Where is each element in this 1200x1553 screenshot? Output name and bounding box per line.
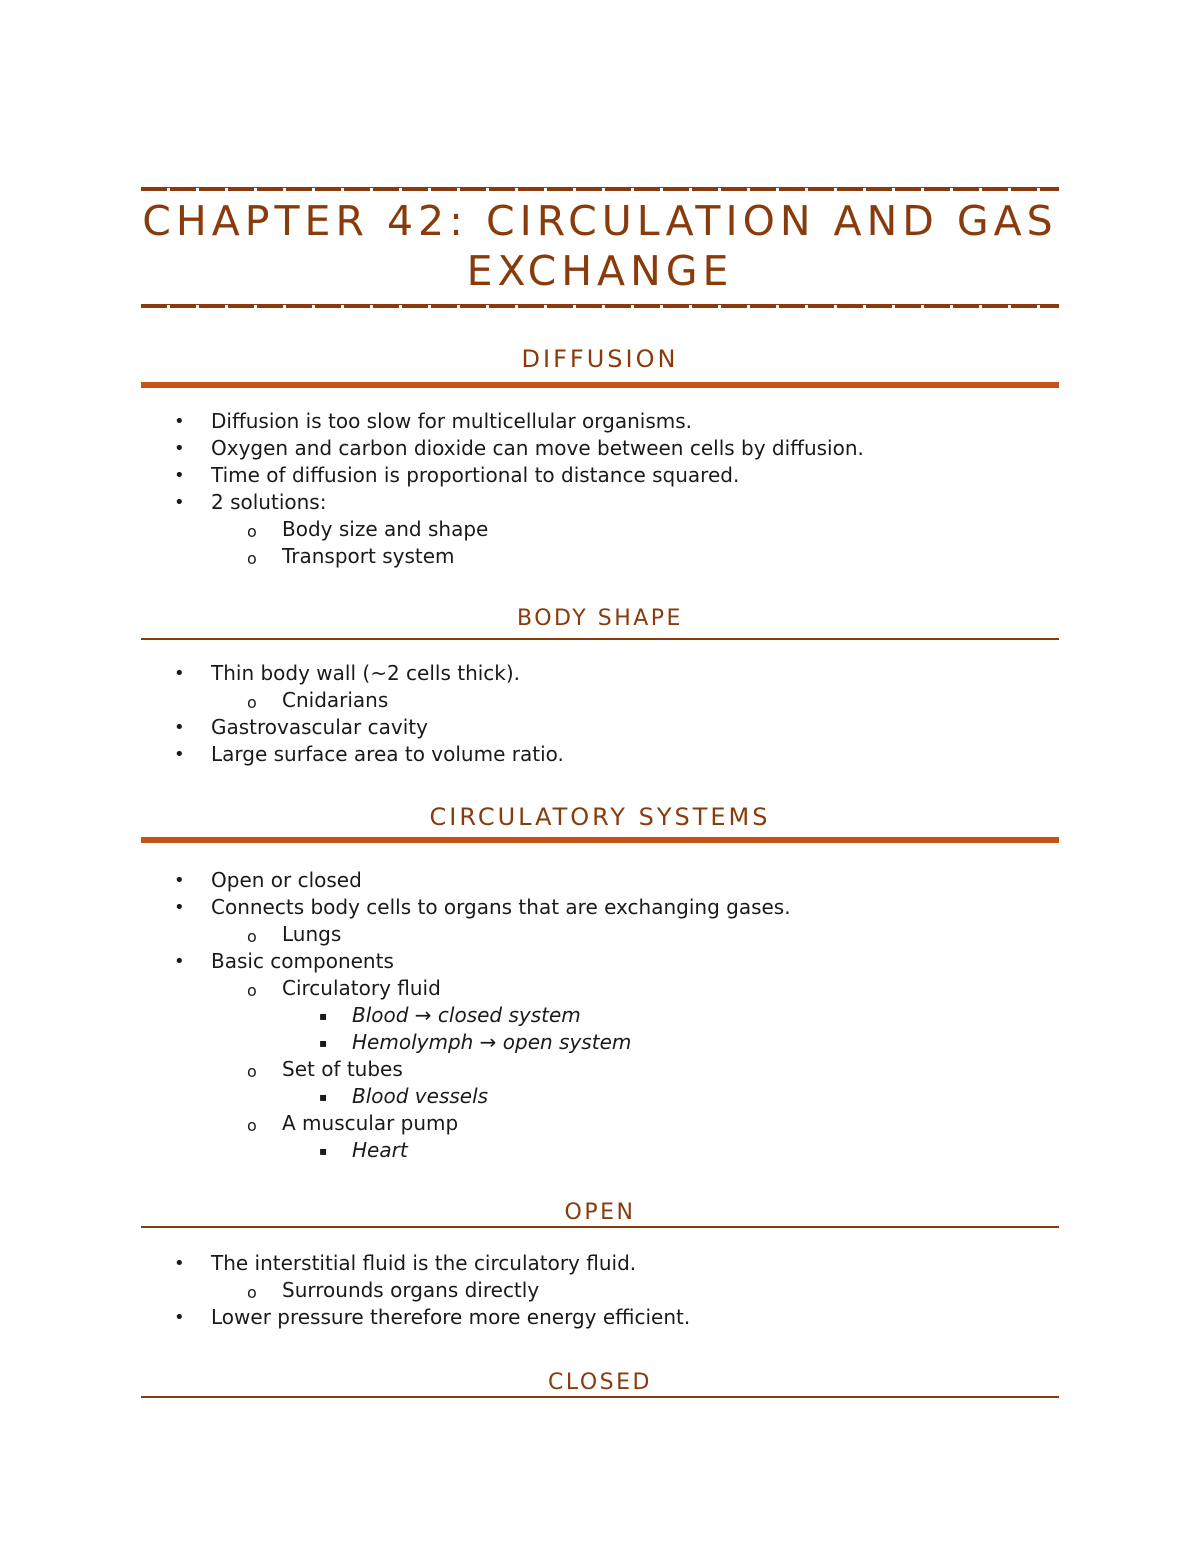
square-bullet-icon: ▪ <box>319 1036 328 1050</box>
circle-bullet-icon: o <box>247 549 257 568</box>
bullet-icon: • <box>174 951 185 972</box>
list-item: • The interstitial fluid is the circulatory fluid. <box>174 1251 637 1275</box>
list-item: • Large surface area to volume ratio. <box>174 742 564 766</box>
section-open <box>141 1198 1059 1331</box>
list-item: • Oxygen and carbon dioxide can move between cells by diffusion. <box>174 436 864 460</box>
list-item: • Thin body wall (~2 cells thick). <box>174 661 521 685</box>
list-item: o Circulatory fluid <box>141 975 1059 1002</box>
list-item: ▪ Hemolymph → open system <box>141 1029 1059 1056</box>
list-item: • Time of diffusion is proportional to distance squared. <box>174 463 740 487</box>
bullet-icon: • <box>174 870 185 891</box>
list-item: o Transport system <box>141 543 1059 570</box>
circle-bullet-icon: o <box>247 927 257 946</box>
bullet-icon: • <box>174 492 185 513</box>
list-item: • Connects body cells to organs that are exchanging gases. <box>174 895 791 919</box>
circle-bullet-icon: o <box>247 522 257 541</box>
section-body-shape <box>141 604 1059 768</box>
section-rule <box>141 382 1059 388</box>
bullet-icon: • <box>174 663 185 684</box>
list-item: • Open or closed <box>174 868 362 892</box>
list-item: ▪ Blood vessels <box>141 1083 1059 1110</box>
square-bullet-icon: ▪ <box>319 1144 328 1158</box>
list-item: o Body size and shape <box>141 516 1059 543</box>
section-heading: OPEN <box>564 1200 636 1225</box>
bullet-icon: • <box>174 1307 185 1328</box>
bullet-icon: • <box>174 1253 185 1274</box>
list-item: • Diffusion is too slow for multicellular organisms. <box>174 409 693 433</box>
section-rule <box>141 837 1059 843</box>
list-item: • 2 solutions: <box>174 490 327 514</box>
list-item: ▪ Blood → closed system <box>141 1002 1059 1029</box>
circle-bullet-icon: o <box>247 693 257 712</box>
square-bullet-icon: ▪ <box>319 1009 328 1023</box>
bullet-list <box>141 1250 1059 1331</box>
circle-bullet-icon: o <box>247 981 257 1000</box>
section-heading: BODY SHAPE <box>517 606 683 631</box>
list-item: o A muscular pump <box>141 1110 1059 1137</box>
section-heading: CIRCULATORY SYSTEMS <box>429 803 771 831</box>
title-block <box>141 187 1059 308</box>
section-rule <box>141 638 1059 640</box>
list-item: o Lungs <box>141 921 1059 948</box>
circle-bullet-icon: o <box>247 1116 257 1135</box>
bullet-list <box>141 867 1059 1164</box>
list-item: • Lower pressure therefore more energy efficient. <box>174 1305 691 1329</box>
circle-bullet-icon: o <box>247 1283 257 1302</box>
document-title: CHAPTER 42: CIRCULATION AND GAS EXCHANGE <box>142 197 1058 295</box>
list-item: o Set of tubes <box>141 1056 1059 1083</box>
bullet-icon: • <box>174 411 185 432</box>
square-bullet-icon: ▪ <box>319 1090 328 1104</box>
bullet-list <box>141 408 1059 570</box>
title-bottom-rule <box>141 304 1059 308</box>
bullet-icon: • <box>174 465 185 486</box>
section-diffusion <box>141 344 1059 570</box>
list-item: o Cnidarians <box>141 687 1059 714</box>
section-closed <box>141 1368 1059 1398</box>
bullet-icon: • <box>174 744 185 765</box>
list-item: • Gastrovascular cavity <box>174 715 428 739</box>
list-item: • Basic components <box>174 949 394 973</box>
bullet-list <box>141 660 1059 768</box>
section-heading: DIFFUSION <box>521 345 679 373</box>
list-item: o Surrounds organs directly <box>141 1277 1059 1304</box>
bullet-icon: • <box>174 717 185 738</box>
section-heading: CLOSED <box>548 1370 652 1395</box>
list-item: ▪ Heart <box>141 1137 1059 1164</box>
section-circulatory-systems <box>141 802 1059 1164</box>
bullet-icon: • <box>174 438 185 459</box>
circle-bullet-icon: o <box>247 1062 257 1081</box>
bullet-icon: • <box>174 897 185 918</box>
